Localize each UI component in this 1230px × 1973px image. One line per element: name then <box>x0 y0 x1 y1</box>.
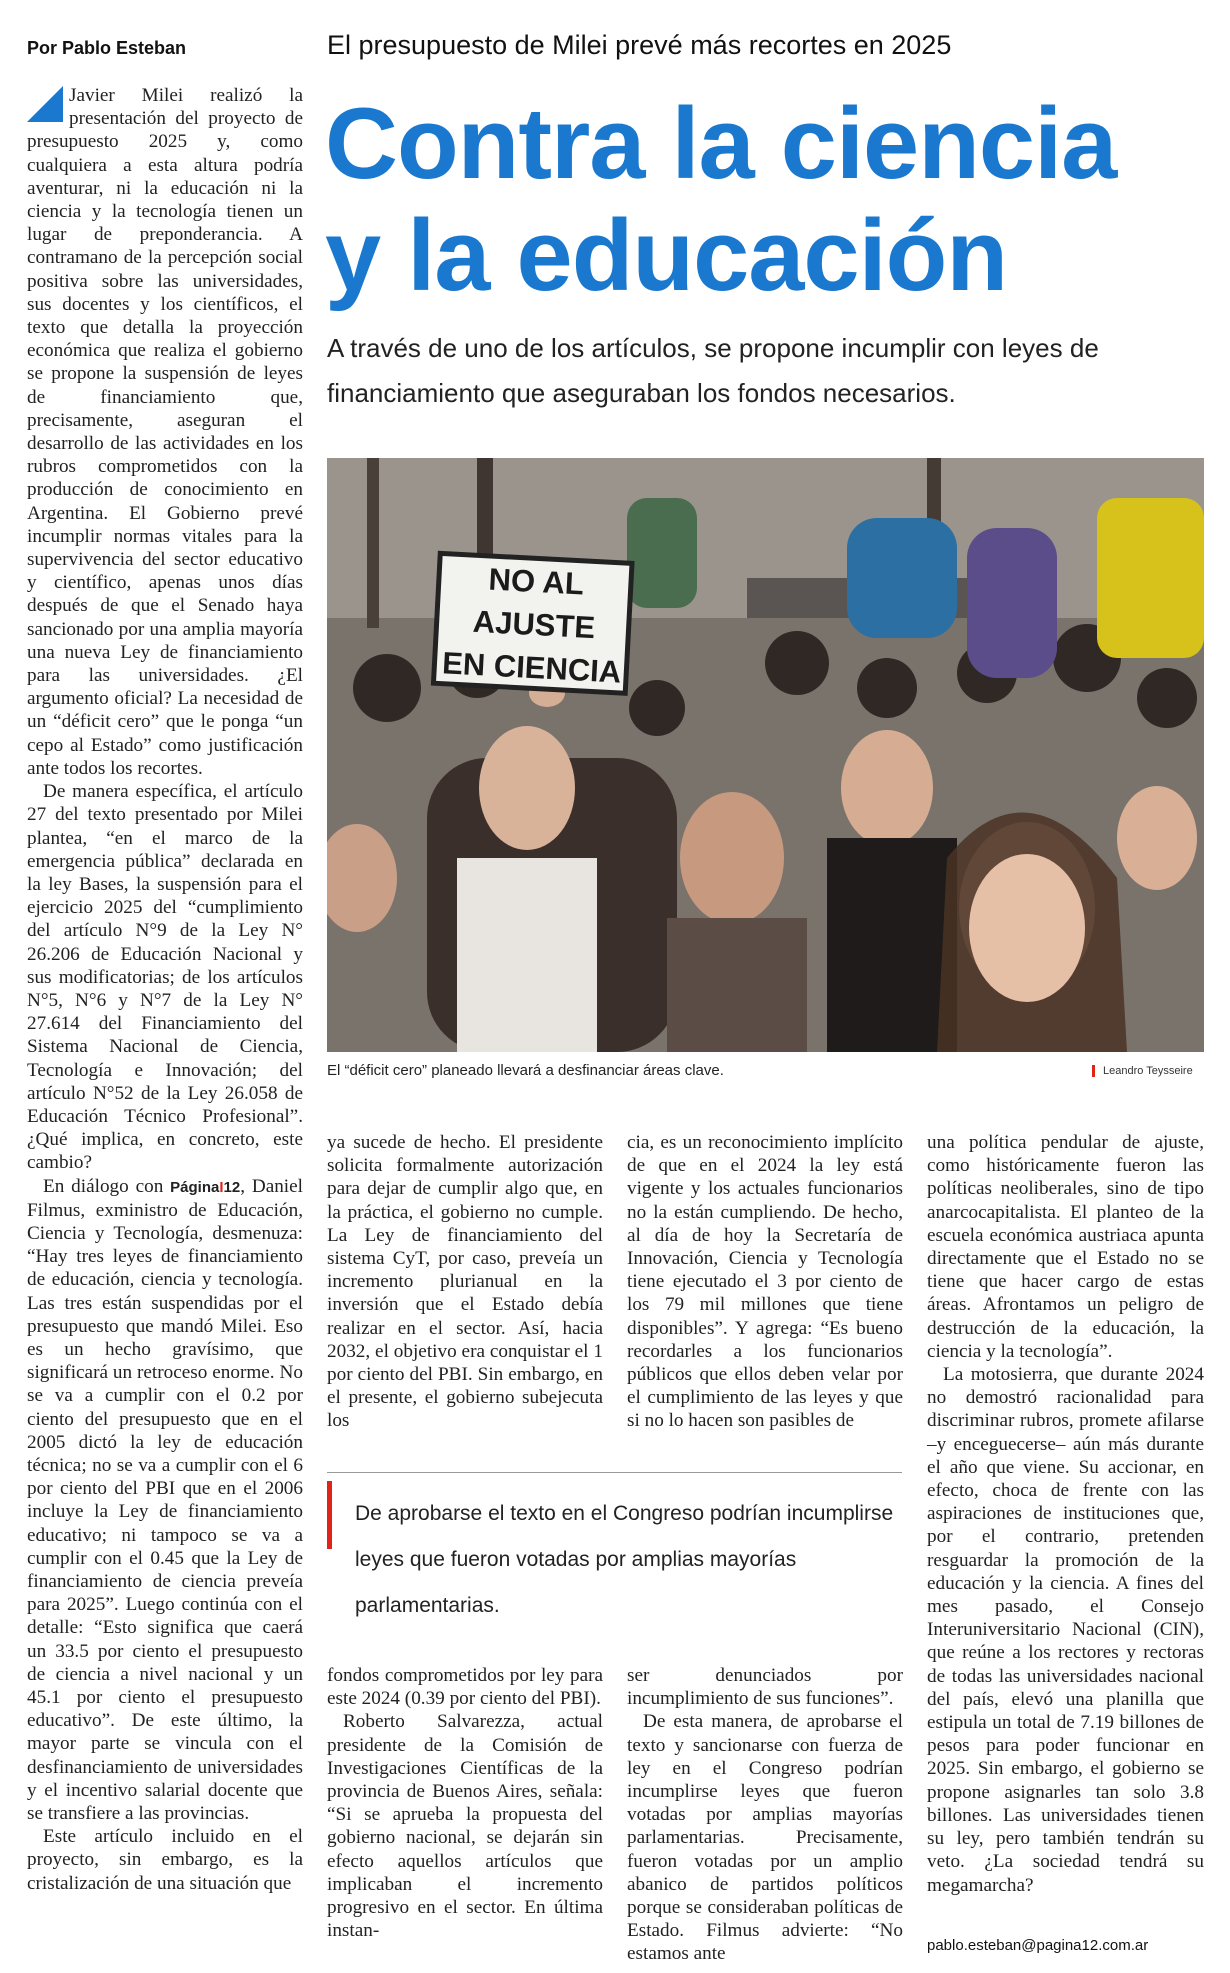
pagina12-logo: PáginaI12 <box>170 1178 241 1196</box>
paragraph: Javier Milei realizó la presentación del proyecto de presupuesto 2025 y, como cualquiera a esta altura podría aventurar, ni la educación ni la ciencia y la tecnología tienen un lugar de preponderancia. A contramano de la percepción social positiva sobre las universidades, sus docentes y los científicos, el texto que detalla la proyección económica que realiza el gobierno se propone la suspensión de leyes de financiamiento que, precisamente, aseguran el desarrollo de las actividades en los rubros comprometidos con la producción de conocimiento en Argentina. El Gobierno prevé incumplir normas vitales para la supervivencia del sector educativo y científico, apenas unos días después de que el Senado haya sancionado por una amplia mayoría una nueva Ley de financiamiento para las universidades. ¿El argumento oficial? La necesidad de un “déficit cero” que le ponga “un cepo al Estado” como justificación ante todos los recortes. <box>27 85 303 779</box>
pull-quote <box>327 1472 902 1617</box>
column-1 <box>27 84 303 1895</box>
paragraph: cia, es un reconocimiento implícito de que en el 2024 la ley está vigente y los actuales funcionarios no la están cumpliendo. De hecho, al día de hoy la Secretaría de Innovación, Ciencia y Tecnología tiene ejecutado el 3 por ciento de los 79 mil millones que tiene disponibles”. Y agrega: “Es bueno recordarles a los funcionarios públicos que ellos deben velar por el cumplimiento de las leyes y que si no lo hacen son pasibles de <box>627 1132 903 1432</box>
headline-line-1: Contra la ciencia <box>325 88 1117 200</box>
photo-caption: El “déficit cero” planeado llevará a desfinanciar áreas clave. <box>327 1062 724 1079</box>
pull-quote-text: De aprobarse el texto en el Congreso podrían incumplirse leyes que fueron votadas por amplias mayorías parlamentarias. <box>355 1502 894 1617</box>
protest-sign <box>436 555 632 694</box>
paragraph: ya sucede de hecho. El presidente solicita formalmente autorización para dejar de cumplir algo que, en la práctica, el gobierno no cumple. La Ley de financiamiento del sistema CyT, por caso, preveía un incremento plurianual en la inversión que el Estado debía realizar en el sector. Así, hacia 2032, el objetivo era conquistar el 1 por ciento del PBI. Sin embargo, en el presente, el gobierno subejecuta los <box>327 1132 603 1432</box>
paragraph: fondos comprometidos por ley para este 2024 (0.39 por ciento del PBI). <box>327 1665 603 1710</box>
sign-line-2: AJUSTE <box>472 603 596 646</box>
headline <box>325 88 1205 312</box>
kicker: El presupuesto de Milei prevé más recortes en 2025 <box>327 30 952 60</box>
photo-credit: Leandro Teysseire <box>1092 1065 1193 1077</box>
deck: A través de uno de los artículos, se propone incumplir con leyes de financiamiento que aseguraban los fondos necesarios. <box>327 333 1099 408</box>
paragraph: Este artículo incluido en el proyecto, sin embargo, es la cristalización de una situación que <box>27 1826 303 1894</box>
paragraph: En diálogo con PáginaI12, Daniel Filmus, exministro de Educación, Ciencia y Tecnología, desmenuza: “Hay tres leyes de financiamiento de educación, ciencia y tecnología. Las tres están suspendidas por el presupuesto que mandó Milei. Eso es un hecho gravísimo, que significará un retroceso enorme. No se va a cumplir con el 0.2 por ciento del presupuesto que en el 2005 dictó la ley de educación técnica; no se va a cumplir con el 6 por ciento del PBI que en el 2006 incluye la Ley de financiamiento educativo; ni tampoco se va a cumplir con el 0.45 que la Ley de financiamiento de ciencia preveía para 2025”. Luego continúa con el detalle: “Esto significa que caerá un 33.5 por ciento el presupuesto de ciencia a nivel nacional y un 45.1 por ciento el presupuesto educativo”. De este último, la mayor parte se vincula con el desfinanciamiento de universidades y el incentivo salarial docente que se transfiere a las provincias. <box>27 1175 303 1825</box>
paragraph: una política pendular de ajuste, como históricamente fueron las políticas neoliberales, sino de tipo anarcocapitalista. El planteo de la escuela económica austriaca apunta directamente que el Estado no se tiene que hacer cargo de estas áreas. Afrontamos un peligro de destrucción de la educación, la ciencia y la tecnología”. <box>927 1132 1204 1362</box>
column-2-bottom <box>327 1664 603 1942</box>
photo-illustration <box>327 458 1204 1052</box>
paragraph: De esta manera, de aprobarse el texto y sancionarse con fuerza de ley en el Congreso podrían incumplirse leyes que fueron votadas por amplias mayorías parlamentarias. Precisamente, fueron votadas por un amplio abanico de partidos políticos porque se consideraban políticas de Estado. Filmus advierte: “No estamos ante <box>627 1711 903 1965</box>
sign-line-3: EN CIENCIA <box>441 645 623 690</box>
triangle-dropcap-icon <box>27 86 63 122</box>
headline-line-2: y la educación <box>325 200 1008 312</box>
column-3-bottom <box>627 1664 903 1966</box>
paragraph: Roberto Salvarezza, actual presidente de la Comisión de Investigaciones Científicas de la provincia de Buenos Aires, señala: “Si se aprueba la propuesta del gobierno nacional, se dejarán sin efecto aquellos artículos que implicaban el incremento progresivo en el sector. En última instan- <box>327 1711 603 1942</box>
author-email[interactable]: pablo.esteban@pagina12.com.ar <box>927 1937 1149 1954</box>
column-2-top <box>327 1131 603 1433</box>
pull-quote-bar <box>327 1481 332 1549</box>
byline: Por Pablo Esteban <box>27 38 187 58</box>
paragraph: ser denunciados por incumplimiento de sus funciones”. <box>627 1665 903 1710</box>
paragraph: La motosierra, que durante 2024 no demostró racionalidad para discriminar rubros, promete afilarse –y enceguecerse– aún más durante el año que viene. Su accionar, en efecto, choca de frente con las aspiraciones de instituciones que, por el contrario, pretenden resguardar la promoción de la educación y la ciencia. A fines del mes pasado, el Consejo Interuniversitario Nacional (CIN), que reúne a los rectores y rectoras de todas las universidades nacional del país, elevó una planilla que estipula un total de 7.19 billones de pesos para poder funcionar en 2025. Sin embargo, el gobierno se propone asignarles tan solo 3.8 billones. Las universidades tienen su ley, pero también tendrán su veto. ¿La sociedad tendrá su megamarcha? <box>927 1364 1204 1896</box>
paragraph: De manera específica, el artículo 27 del texto presentado por Milei plantea, “en el marco de la emergencia pública” declarada en la ley Bases, la suspensión para el ejercicio 2025 del “cumplimiento del artículo N°9 de la Ley N° 26.206 de Educación Nacional y sus modificatorias; de los artículos N°5, N°6 y N°7 de la Ley N° 27.614 del Financiamiento del Sistema Nacional de Ciencia, Tecnología e Innovación; del artículo N°52 de la Ley 26.058 de Educación Técnico Profesional”. ¿Qué implica, en concreto, este cambio? <box>27 781 303 1174</box>
protest-photo <box>327 458 1204 1052</box>
column-3-top <box>627 1131 903 1433</box>
column-4 <box>927 1131 1204 1897</box>
sign-line-1: NO AL <box>487 561 585 602</box>
